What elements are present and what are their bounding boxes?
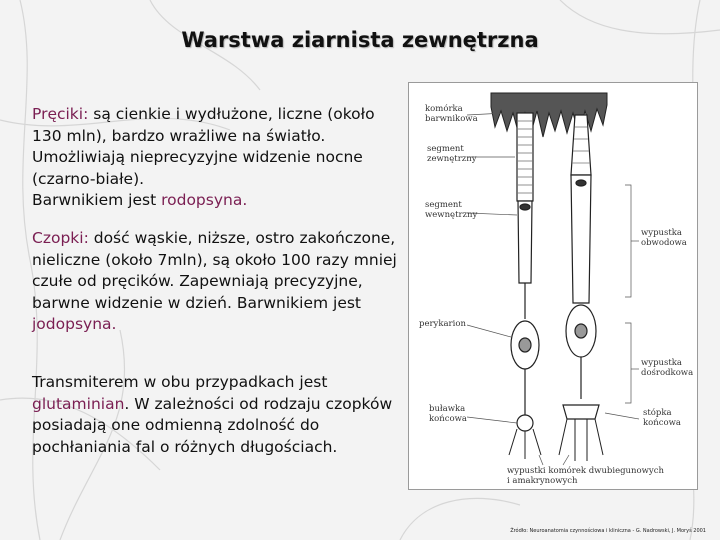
- label-outer-processes: [641, 229, 687, 248]
- label-pigment-cell: [425, 105, 478, 124]
- transmitter-name: glutaminian: [32, 394, 125, 413]
- label-inner-segment-line-1: segment: [425, 200, 462, 210]
- rod-cell-drawing: [509, 113, 541, 459]
- label-nucleus: perykarion: [419, 319, 466, 329]
- pigment-cell-drawing: [491, 93, 607, 137]
- rods-paragraph: [32, 104, 404, 212]
- label-bipolar-processes-line-1: wypustki komórek dwubiegunowych: [507, 466, 664, 476]
- rods-description: są cienkie i wydłużone, liczne (około 130 mln), bardzo wrażliwe na światło. Umożliwiają nieprecyzyjne widzenie nocne (czarno-białe).: [32, 105, 375, 188]
- transmitter-suffix: . W zależności od rodzaju czopków posiadają one odmienną zdolność do pochłaniania fal o różnych długościach.: [32, 394, 393, 456]
- label-inner-processes-line-2: dośrodkowa: [641, 367, 694, 378]
- label-rod-spherule: [429, 405, 467, 424]
- cones-paragraph: [32, 228, 404, 336]
- cones-term: Czopki:: [32, 229, 89, 247]
- label-pigment-cell-line-2: barwnikowa: [425, 113, 478, 124]
- label-leader-lines: [467, 113, 639, 465]
- label-bipolar-processes-line-2: i amakrynowych: [507, 475, 578, 486]
- label-rod-spherule-line-2: końcowa: [429, 413, 467, 424]
- label-inner-segment-line-2: wewnętrzny: [425, 209, 478, 220]
- label-rod-spherule-line-1: buławka: [429, 404, 466, 414]
- label-cone-pedicle-line-2: końcowa: [643, 417, 681, 428]
- label-inner-processes: [641, 359, 693, 378]
- label-inner-segment: [425, 201, 477, 220]
- cone-cell-drawing: [559, 115, 603, 461]
- label-outer-segment-line-2: zewnętrzny: [427, 153, 477, 164]
- rods-pigment: rodopsyna.: [161, 191, 248, 209]
- label-outer-processes-line-2: obwodowa: [641, 237, 687, 248]
- label-pigment-cell-line-1: komórka: [425, 104, 463, 114]
- label-outer-segment-line-1: segment: [427, 144, 464, 154]
- source-note: Źródło: Neuroanatomia czynnościowa i kliniczna - G. Nadrowski, J. Moryś 2001: [510, 528, 706, 534]
- transmitter-prefix: Transmiterem w obu przypadkach jest: [32, 373, 328, 391]
- photoreceptor-figure: [408, 82, 698, 490]
- label-outer-segment: [427, 145, 477, 164]
- cones-description: dość wąskie, niższe, ostro zakończone, nieliczne (około 7mln), są około 100 razy mniej czułe od pręcików. Zapewniają precyzyjne, barwne widzenie w dzień. Barwnikiem jest: [32, 229, 397, 312]
- transmitter-paragraph: [32, 372, 404, 458]
- label-cone-pedicle-line-1: stópka: [643, 408, 672, 418]
- label-cone-pedicle: [643, 409, 681, 428]
- page-title: Warstwa ziarnista zewnętrzna: [181, 28, 539, 53]
- label-inner-processes-line-1: wypustka: [641, 358, 682, 368]
- rods-pigment-prefix: Barwnikiem jest: [32, 191, 162, 209]
- label-bipolar-processes: [507, 467, 664, 486]
- label-outer-processes-line-1: wypustka: [641, 228, 682, 238]
- cones-pigment: jodopsyna.: [32, 315, 117, 333]
- rods-term: Pręciki:: [32, 105, 89, 123]
